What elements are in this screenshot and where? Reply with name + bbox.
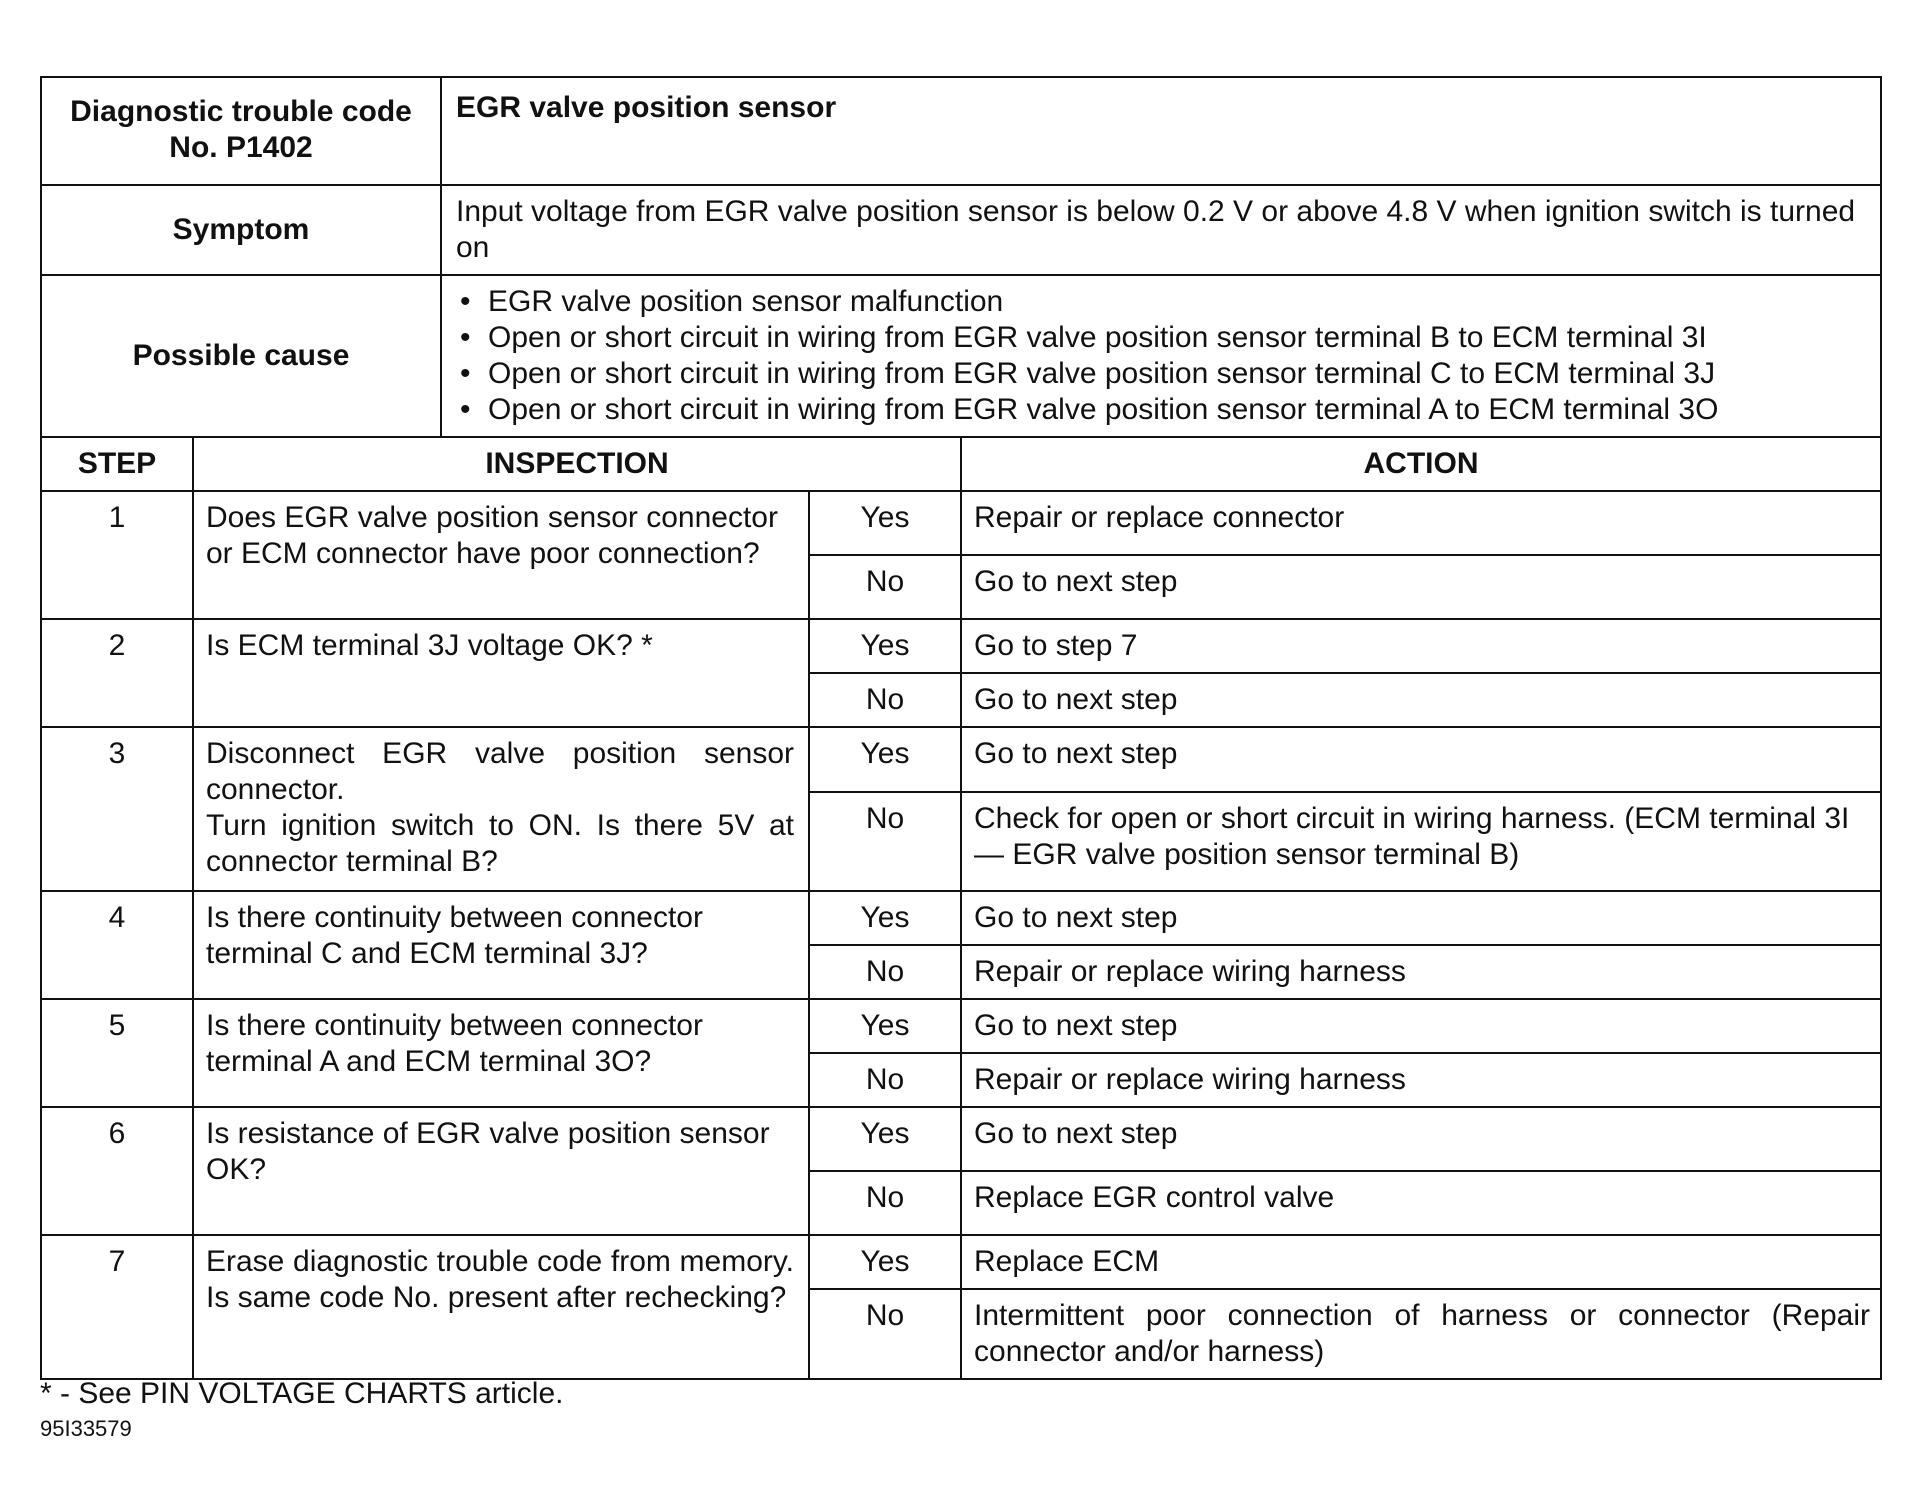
- table-row: [41, 1235, 1881, 1289]
- yes-label: Yes: [809, 999, 961, 1053]
- step-number: 4: [41, 891, 193, 999]
- step-inspection: Is resistance of EGR valve position sensor OK?: [193, 1107, 809, 1235]
- inspection-column-header: INSPECTION: [193, 437, 961, 491]
- step-inspection: Is there continuity between connector terminal C and ECM terminal 3J?: [193, 891, 809, 999]
- step-number: 5: [41, 999, 193, 1107]
- step-inspection: Is there continuity between connector terminal A and ECM terminal 3O?: [193, 999, 809, 1107]
- yes-label: Yes: [809, 727, 961, 792]
- bullet-icon: •: [460, 285, 471, 318]
- table-row: [41, 891, 1881, 945]
- symptom-row: [41, 185, 1881, 275]
- table-row: [41, 1107, 1881, 1171]
- step-inspection: Erase diagnostic trouble code from memory. Is same code No. present after rechecking?: [193, 1235, 809, 1379]
- yes-action: Go to next step: [961, 891, 1881, 945]
- footnote: * - See PIN VOLTAGE CHARTS article.: [40, 1377, 564, 1410]
- yes-action: Go to next step: [961, 727, 1881, 792]
- yes-label: Yes: [809, 1235, 961, 1289]
- no-label: No: [809, 1289, 961, 1379]
- cause-item: • Open or short circuit in wiring from EGR valve position sensor terminal B to ECM terminal 3I: [460, 321, 1707, 354]
- bullet-icon: •: [460, 321, 471, 354]
- table-row: [41, 727, 1881, 792]
- cause-label: Possible cause: [41, 275, 441, 437]
- diagnostic-chart: [40, 76, 1880, 1380]
- cause-list-cell: [441, 275, 1881, 437]
- cause-item: • Open or short circuit in wiring from EGR valve position sensor terminal C to ECM terminal 3J: [460, 357, 1716, 390]
- symptom-label: Symptom: [41, 185, 441, 275]
- table-row: [41, 491, 1881, 555]
- cause-row: [41, 275, 1881, 437]
- no-label: No: [809, 1053, 961, 1107]
- no-action: Check for open or short circuit in wiring harness. (ECM terminal 3I — EGR valve position sensor terminal B): [961, 792, 1881, 891]
- action-column-header: ACTION: [961, 437, 1881, 491]
- step-inspection: Does EGR valve position sensor connector or ECM connector have poor connection?: [193, 491, 809, 619]
- symptom-value: Input voltage from EGR valve position sensor is below 0.2 V or above 4.8 V when ignition switch is turned on: [441, 185, 1881, 275]
- step-inspection: [193, 727, 809, 891]
- yes-action: Repair or replace connector: [961, 491, 1881, 555]
- step-number: 2: [41, 619, 193, 727]
- yes-action: Go to step 7: [961, 619, 1881, 673]
- code-value: EGR valve position sensor: [441, 77, 1881, 185]
- no-label: No: [809, 945, 961, 999]
- no-label: No: [809, 1171, 961, 1235]
- steps-header-row: [41, 437, 1881, 491]
- yes-action: Go to next step: [961, 999, 1881, 1053]
- step-number: 6: [41, 1107, 193, 1235]
- yes-action: Replace ECM: [961, 1235, 1881, 1289]
- yes-action: Go to next step: [961, 1107, 1881, 1171]
- no-action: Replace EGR control valve: [961, 1171, 1881, 1235]
- yes-label: Yes: [809, 491, 961, 555]
- no-label: No: [809, 792, 961, 891]
- no-action: Repair or replace wiring harness: [961, 945, 1881, 999]
- no-action: Repair or replace wiring harness: [961, 1053, 1881, 1107]
- header-table: [40, 76, 1882, 438]
- bullet-icon: •: [460, 393, 471, 426]
- step-number: 7: [41, 1235, 193, 1379]
- cause-item: • Open or short circuit in wiring from EGR valve position sensor terminal A to ECM terminal 3O: [460, 393, 1719, 426]
- step-number: 3: [41, 727, 193, 891]
- no-action: Go to next step: [961, 673, 1881, 727]
- cause-item: • EGR valve position sensor malfunction: [460, 285, 1004, 318]
- step-number: 1: [41, 491, 193, 619]
- steps-table: [40, 436, 1882, 1380]
- yes-label: Yes: [809, 619, 961, 673]
- step-inspection-line: Turn ignition switch to ON. Is there 5V at connector terminal B?: [206, 809, 794, 878]
- bullet-icon: •: [460, 357, 471, 390]
- no-label: No: [809, 673, 961, 727]
- yes-label: Yes: [809, 1107, 961, 1171]
- no-action: Go to next step: [961, 555, 1881, 619]
- table-row: [41, 999, 1881, 1053]
- table-row: [41, 619, 1881, 673]
- code-row: [41, 77, 1881, 185]
- figure-id: 95I33579: [40, 1416, 132, 1441]
- step-inspection-line: Disconnect EGR valve position sensor connector.: [206, 737, 794, 806]
- yes-label: Yes: [809, 891, 961, 945]
- step-column-header: STEP: [41, 437, 193, 491]
- no-action: Intermittent poor connection of harness or connector (Repair connector and/or harness): [961, 1289, 1881, 1379]
- no-label: No: [809, 555, 961, 619]
- code-label: Diagnostic trouble code No. P1402: [41, 77, 441, 185]
- cause-list: [442, 276, 1880, 436]
- step-inspection: Is ECM terminal 3J voltage OK? *: [193, 619, 809, 727]
